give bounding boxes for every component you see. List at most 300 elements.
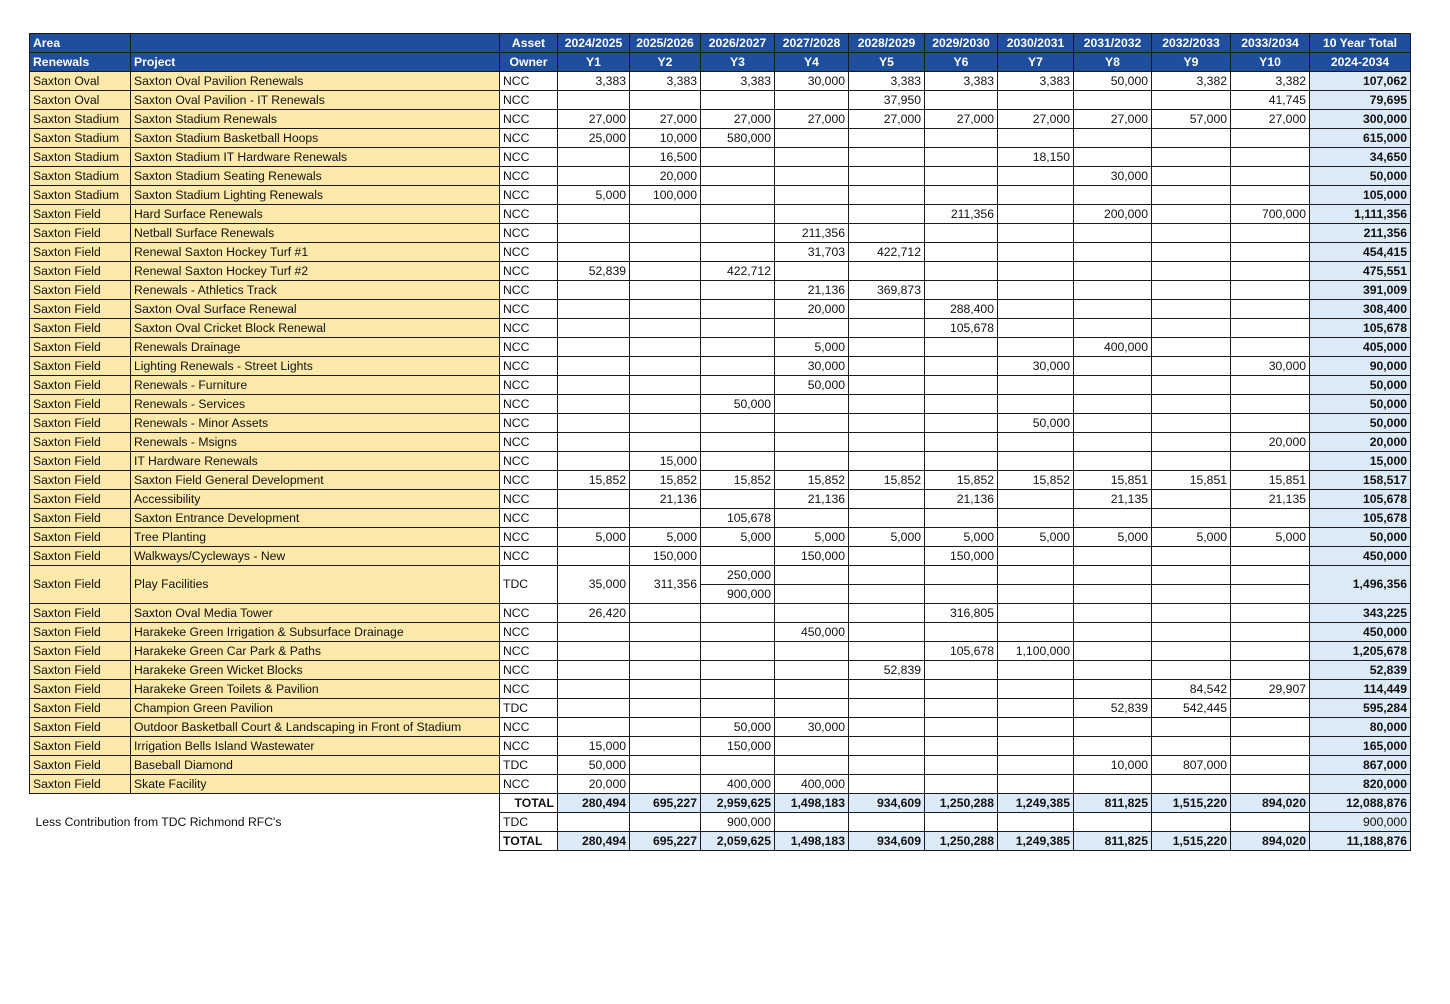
year-value-cell	[1152, 718, 1231, 737]
year-value-cell	[1074, 642, 1152, 661]
year-value-cell: 3,382	[1231, 72, 1310, 91]
table-row	[30, 72, 1411, 91]
year-value-cell: 30,000	[775, 72, 849, 91]
year-value-cell: 105,678	[701, 509, 775, 528]
year-value-cell: 15,852	[630, 471, 701, 490]
year-value-cell	[998, 756, 1074, 775]
table-row	[30, 186, 1411, 205]
year-value-cell	[630, 756, 701, 775]
owner-cell: NCC	[500, 110, 558, 129]
year-value-cell	[925, 718, 998, 737]
year-value-cell	[1152, 243, 1231, 262]
year-value-cell	[1152, 186, 1231, 205]
year-value-cell	[1074, 718, 1152, 737]
area-cell: Saxton Field	[30, 547, 131, 566]
header-cell: 2030/2031	[998, 34, 1074, 53]
ten-year-total-cell: 300,000	[1310, 110, 1411, 129]
year-value-cell	[849, 509, 925, 528]
year-value-cell: 26,420	[558, 604, 630, 623]
table-row	[30, 300, 1411, 319]
year-value-cell	[998, 433, 1074, 452]
year-value-cell	[775, 395, 849, 414]
owner-cell: NCC	[500, 167, 558, 186]
year-value-cell: 15,852	[775, 471, 849, 490]
year-value-cell	[849, 129, 925, 148]
year-value-cell: 15,000	[558, 737, 630, 756]
year-value-cell: 16,500	[630, 148, 701, 167]
year-value-cell: 5,000	[775, 338, 849, 357]
year-value-cell: 150,000	[630, 547, 701, 566]
year-value-cell	[998, 395, 1074, 414]
project-cell: Accessibility	[131, 490, 500, 509]
table-row	[30, 243, 1411, 262]
year-value-cell	[1231, 737, 1310, 756]
year-value-cell: 27,000	[1231, 110, 1310, 129]
area-cell: Saxton Stadium	[30, 186, 131, 205]
year-value-cell	[925, 414, 998, 433]
year-value-cell	[1231, 281, 1310, 300]
year-value-cell	[630, 414, 701, 433]
year-value-cell	[630, 737, 701, 756]
year-value-cell: 15,851	[1152, 471, 1231, 490]
grand-total-value-cell: 1,515,220	[1152, 832, 1231, 851]
year-value-cell	[775, 661, 849, 680]
year-value-cell	[701, 376, 775, 395]
table-row	[30, 224, 1411, 243]
project-cell: Renewals - Athletics Track	[131, 281, 500, 300]
area-cell: Saxton Field	[30, 699, 131, 718]
year-value-cell: 27,000	[775, 110, 849, 129]
year-value-cell	[701, 414, 775, 433]
header-cell: Y8	[1074, 53, 1152, 72]
project-cell: Saxton Stadium Seating Renewals	[131, 167, 500, 186]
year-value-cell	[558, 661, 630, 680]
year-value-cell	[925, 148, 998, 167]
year-value-cell: 21,136	[775, 281, 849, 300]
year-value-cell	[1152, 623, 1231, 642]
area-cell: Saxton Field	[30, 604, 131, 623]
year-value-cell: 1,100,000	[998, 642, 1074, 661]
ten-year-total-cell: 165,000	[1310, 737, 1411, 756]
owner-cell: NCC	[500, 775, 558, 794]
year-value-cell	[775, 604, 849, 623]
year-value-cell	[998, 91, 1074, 110]
year-value-cell	[925, 129, 998, 148]
year-value-cell	[630, 395, 701, 414]
year-value-cell	[1152, 395, 1231, 414]
year-value-cell	[998, 338, 1074, 357]
year-value-cell	[1152, 357, 1231, 376]
year-value-cell: 288,400	[925, 300, 998, 319]
year-value-cell	[775, 756, 849, 775]
year-value-cell	[701, 243, 775, 262]
owner-cell: NCC	[500, 262, 558, 281]
year-value-cell: 21,135	[1074, 490, 1152, 509]
year-value-cell	[1231, 224, 1310, 243]
year-value-cell	[701, 148, 775, 167]
year-value-cell	[1074, 414, 1152, 433]
project-cell: Hard Surface Renewals	[131, 205, 500, 224]
year-value-cell	[701, 547, 775, 566]
year-value-cell	[630, 623, 701, 642]
project-cell: Saxton Oval Pavilion - IT Renewals	[131, 91, 500, 110]
project-cell: Saxton Field General Development	[131, 471, 500, 490]
year-value-cell: 41,745	[1231, 91, 1310, 110]
year-value-cell	[1074, 129, 1152, 148]
year-value-cell	[925, 775, 998, 794]
year-value-cell	[1231, 547, 1310, 566]
year-value-cell	[1231, 243, 1310, 262]
year-value-cell	[925, 509, 998, 528]
project-cell: Skate Facility	[131, 775, 500, 794]
ten-year-total-cell: 1,205,678	[1310, 642, 1411, 661]
table-row	[30, 452, 1411, 471]
table-row	[30, 319, 1411, 338]
year-value-cell	[925, 91, 998, 110]
year-value-cell	[849, 585, 925, 604]
ten-year-total-cell: 308,400	[1310, 300, 1411, 319]
year-value-cell	[1074, 813, 1152, 832]
year-value-cell	[1152, 775, 1231, 794]
year-value-cell	[1231, 699, 1310, 718]
owner-cell: NCC	[500, 338, 558, 357]
year-value-cell	[701, 91, 775, 110]
header-cell	[131, 34, 500, 53]
year-value-cell	[925, 243, 998, 262]
year-value-cell	[998, 604, 1074, 623]
ten-year-total-cell: 391,009	[1310, 281, 1411, 300]
header-cell: Y10	[1231, 53, 1310, 72]
project-cell: Saxton Oval Cricket Block Renewal	[131, 319, 500, 338]
year-value-cell: 5,000	[1074, 528, 1152, 547]
header-cell: 2025/2026	[630, 34, 701, 53]
year-value-cell	[849, 623, 925, 642]
year-value-cell	[1231, 509, 1310, 528]
ten-year-total-cell: 90,000	[1310, 357, 1411, 376]
year-value-cell: 21,136	[630, 490, 701, 509]
grand-total-value-cell: 934,609	[849, 832, 925, 851]
year-value-cell	[630, 376, 701, 395]
area-cell: Saxton Field	[30, 623, 131, 642]
year-value-cell	[1074, 148, 1152, 167]
year-value-cell	[925, 338, 998, 357]
header-cell: 2033/2034	[1231, 34, 1310, 53]
totals-value-cell: 1,250,288	[925, 794, 998, 813]
grand-total-value-cell: 811,825	[1074, 832, 1152, 851]
year-value-cell	[849, 680, 925, 699]
year-value-cell: 31,703	[775, 243, 849, 262]
header-cell: Area	[30, 34, 131, 53]
year-value-cell	[1231, 338, 1310, 357]
year-value-cell	[849, 433, 925, 452]
year-value-cell: 5,000	[775, 528, 849, 547]
owner-cell: NCC	[500, 205, 558, 224]
ten-year-total-cell: 79,695	[1310, 91, 1411, 110]
year-value-cell	[998, 452, 1074, 471]
year-value-cell	[1074, 452, 1152, 471]
year-value-cell	[701, 623, 775, 642]
table-row	[30, 775, 1411, 794]
year-value-cell: 18,150	[998, 148, 1074, 167]
year-value-cell	[998, 319, 1074, 338]
year-value-cell	[1231, 300, 1310, 319]
table-row	[30, 110, 1411, 129]
year-value-cell	[558, 452, 630, 471]
table-row	[30, 528, 1411, 547]
year-value-cell	[558, 623, 630, 642]
year-value-cell	[1074, 775, 1152, 794]
year-value-cell	[558, 148, 630, 167]
ten-year-total-cell: 105,678	[1310, 319, 1411, 338]
year-value-cell	[630, 661, 701, 680]
year-value-cell: 100,000	[630, 186, 701, 205]
year-value-cell	[630, 509, 701, 528]
year-value-cell: 15,852	[925, 471, 998, 490]
year-value-cell	[1074, 433, 1152, 452]
year-value-cell	[925, 186, 998, 205]
table-row	[30, 490, 1411, 509]
year-value-cell	[1231, 262, 1310, 281]
ten-year-total-cell: 15,000	[1310, 452, 1411, 471]
totals-row	[30, 794, 1411, 813]
year-value-cell: 37,950	[849, 91, 925, 110]
year-value-cell	[701, 224, 775, 243]
year-value-cell	[849, 756, 925, 775]
year-value-cell	[775, 129, 849, 148]
year-value-cell	[849, 148, 925, 167]
area-cell: Saxton Stadium	[30, 148, 131, 167]
year-value-cell	[1231, 186, 1310, 205]
year-value-cell: 422,712	[701, 262, 775, 281]
year-value-cell: 30,000	[775, 718, 849, 737]
year-value-cell: 50,000	[701, 395, 775, 414]
grand-total-cell: 11,188,876	[1310, 832, 1411, 851]
table-row-play-facilities	[30, 566, 1411, 585]
year-value-cell	[1152, 376, 1231, 395]
area-cell: Saxton Field	[30, 414, 131, 433]
year-value-cell	[998, 585, 1074, 604]
header-cell: 2027/2028	[775, 34, 849, 53]
year-value-cell	[849, 262, 925, 281]
totals-value-cell: 695,227	[630, 794, 701, 813]
year-value-cell	[630, 205, 701, 224]
ten-year-total-cell: 211,356	[1310, 224, 1411, 243]
year-value-cell	[925, 262, 998, 281]
grand-total-value-cell: 894,020	[1231, 832, 1310, 851]
year-value-cell	[1152, 737, 1231, 756]
year-value-cell	[849, 300, 925, 319]
year-value-cell: 27,000	[925, 110, 998, 129]
year-value-cell	[558, 376, 630, 395]
area-cell: Saxton Field	[30, 262, 131, 281]
year-value-cell: 5,000	[558, 186, 630, 205]
year-value-cell: 30,000	[1074, 167, 1152, 186]
year-value-cell	[775, 148, 849, 167]
table-row	[30, 680, 1411, 699]
year-value-cell: 450,000	[775, 623, 849, 642]
year-value-cell	[1074, 357, 1152, 376]
area-cell: Saxton Field	[30, 338, 131, 357]
year-value-cell: 5,000	[925, 528, 998, 547]
year-value-cell: 20,000	[1231, 433, 1310, 452]
year-value-cell	[558, 699, 630, 718]
project-cell: Renewal Saxton Hockey Turf #2	[131, 262, 500, 281]
owner-cell: NCC	[500, 395, 558, 414]
year-value-cell: 50,000	[775, 376, 849, 395]
capital-works-table	[29, 33, 1411, 851]
owner-cell: TDC	[500, 756, 558, 775]
year-value-cell	[998, 699, 1074, 718]
year-value-cell	[849, 604, 925, 623]
project-cell: Saxton Stadium Renewals	[131, 110, 500, 129]
year-value-cell: 250,000	[701, 566, 775, 585]
year-value-cell	[630, 281, 701, 300]
year-value-cell	[925, 357, 998, 376]
header-cell: Y4	[775, 53, 849, 72]
area-cell: Saxton Field	[30, 718, 131, 737]
year-value-cell	[701, 604, 775, 623]
year-value-cell	[630, 813, 701, 832]
year-value-cell: 5,000	[558, 528, 630, 547]
year-value-cell	[998, 680, 1074, 699]
year-value-cell	[849, 490, 925, 509]
year-value-cell	[925, 661, 998, 680]
year-value-cell	[1231, 775, 1310, 794]
year-value-cell	[849, 338, 925, 357]
year-value-cell	[630, 338, 701, 357]
year-value-cell	[1231, 376, 1310, 395]
ten-year-total-cell: 343,225	[1310, 604, 1411, 623]
ten-year-total-cell: 80,000	[1310, 718, 1411, 737]
totals-value-cell: 280,494	[558, 794, 630, 813]
grand-total-value-cell: 1,498,183	[775, 832, 849, 851]
year-value-cell	[1152, 129, 1231, 148]
year-value-cell: 150,000	[701, 737, 775, 756]
year-value-cell	[775, 509, 849, 528]
year-value-cell	[775, 813, 849, 832]
grand-total-value-cell: 695,227	[630, 832, 701, 851]
area-cell: Saxton Field	[30, 775, 131, 794]
year-value-cell: 27,000	[701, 110, 775, 129]
project-cell: Outdoor Basketball Court & Landscaping in Front of Stadium	[131, 718, 500, 737]
header-cell: Project	[131, 53, 500, 72]
table-row	[30, 376, 1411, 395]
year-value-cell	[998, 718, 1074, 737]
project-cell: Saxton Stadium Lighting Renewals	[131, 186, 500, 205]
totals-value-cell: 2,959,625	[701, 794, 775, 813]
year-value-cell	[849, 813, 925, 832]
year-value-cell: 3,383	[630, 72, 701, 91]
year-value-cell	[630, 262, 701, 281]
year-value-cell	[1152, 414, 1231, 433]
year-value-cell	[1152, 205, 1231, 224]
year-value-cell	[558, 167, 630, 186]
year-value-cell: 5,000	[849, 528, 925, 547]
year-value-cell	[558, 357, 630, 376]
year-value-cell	[775, 414, 849, 433]
owner-cell: TDC	[500, 566, 558, 604]
year-value-cell	[1152, 433, 1231, 452]
year-value-cell	[1074, 623, 1152, 642]
project-cell: Netball Surface Renewals	[131, 224, 500, 243]
table-row	[30, 604, 1411, 623]
project-cell: Harakeke Green Car Park & Paths	[131, 642, 500, 661]
table-row	[30, 414, 1411, 433]
area-cell: Saxton Field	[30, 395, 131, 414]
header-cell: 2024-2034	[1310, 53, 1411, 72]
year-value-cell	[925, 623, 998, 642]
year-value-cell: 369,873	[849, 281, 925, 300]
year-value-cell	[558, 414, 630, 433]
year-value-cell: 400,000	[1074, 338, 1152, 357]
owner-cell: NCC	[500, 186, 558, 205]
project-cell: Baseball Diamond	[131, 756, 500, 775]
table-row	[30, 205, 1411, 224]
ten-year-total-cell: 475,551	[1310, 262, 1411, 281]
year-value-cell	[558, 205, 630, 224]
year-value-cell	[849, 566, 925, 585]
table-row	[30, 433, 1411, 452]
table-row	[30, 281, 1411, 300]
year-value-cell	[775, 91, 849, 110]
year-value-cell: 316,805	[925, 604, 998, 623]
year-value-cell	[849, 452, 925, 471]
header-cell: Y2	[630, 53, 701, 72]
year-value-cell: 3,383	[558, 72, 630, 91]
year-value-cell: 3,383	[701, 72, 775, 91]
header-cell: Renewals	[30, 53, 131, 72]
grand-total-value-cell: 1,250,288	[925, 832, 998, 851]
owner-cell: NCC	[500, 243, 558, 262]
year-value-cell: 27,000	[558, 110, 630, 129]
year-value-cell	[998, 167, 1074, 186]
area-cell: Saxton Field	[30, 205, 131, 224]
header-cell: 10 Year Total	[1310, 34, 1411, 53]
year-value-cell: 27,000	[1074, 110, 1152, 129]
year-value-cell	[1074, 395, 1152, 414]
area-cell: Saxton Field	[30, 452, 131, 471]
year-value-cell	[849, 718, 925, 737]
ten-year-total-cell: 105,678	[1310, 490, 1411, 509]
year-value-cell: 700,000	[1231, 205, 1310, 224]
year-value-cell	[849, 699, 925, 718]
year-value-cell	[998, 186, 1074, 205]
year-value-cell: 15,851	[1074, 471, 1152, 490]
year-value-cell	[558, 395, 630, 414]
year-value-cell	[1231, 319, 1310, 338]
owner-cell: NCC	[500, 471, 558, 490]
year-value-cell	[630, 224, 701, 243]
area-cell: Saxton Field	[30, 224, 131, 243]
table-row	[30, 718, 1411, 737]
year-value-cell	[849, 414, 925, 433]
ten-year-total-cell: 820,000	[1310, 775, 1411, 794]
area-cell: Saxton Oval	[30, 91, 131, 110]
grand-total-value-cell: 2,059,625	[701, 832, 775, 851]
year-value-cell	[1231, 604, 1310, 623]
year-value-cell	[998, 224, 1074, 243]
ten-year-total-cell: 450,000	[1310, 547, 1411, 566]
project-cell: Champion Green Pavilion	[131, 699, 500, 718]
project-cell: Play Facilities	[131, 566, 500, 604]
area-cell: Saxton Stadium	[30, 167, 131, 186]
table-row	[30, 357, 1411, 376]
project-cell: Saxton Oval Pavilion Renewals	[131, 72, 500, 91]
ten-year-total-cell: 34,650	[1310, 148, 1411, 167]
year-value-cell	[1074, 661, 1152, 680]
table-row	[30, 262, 1411, 281]
year-value-cell: 84,542	[1152, 680, 1231, 699]
